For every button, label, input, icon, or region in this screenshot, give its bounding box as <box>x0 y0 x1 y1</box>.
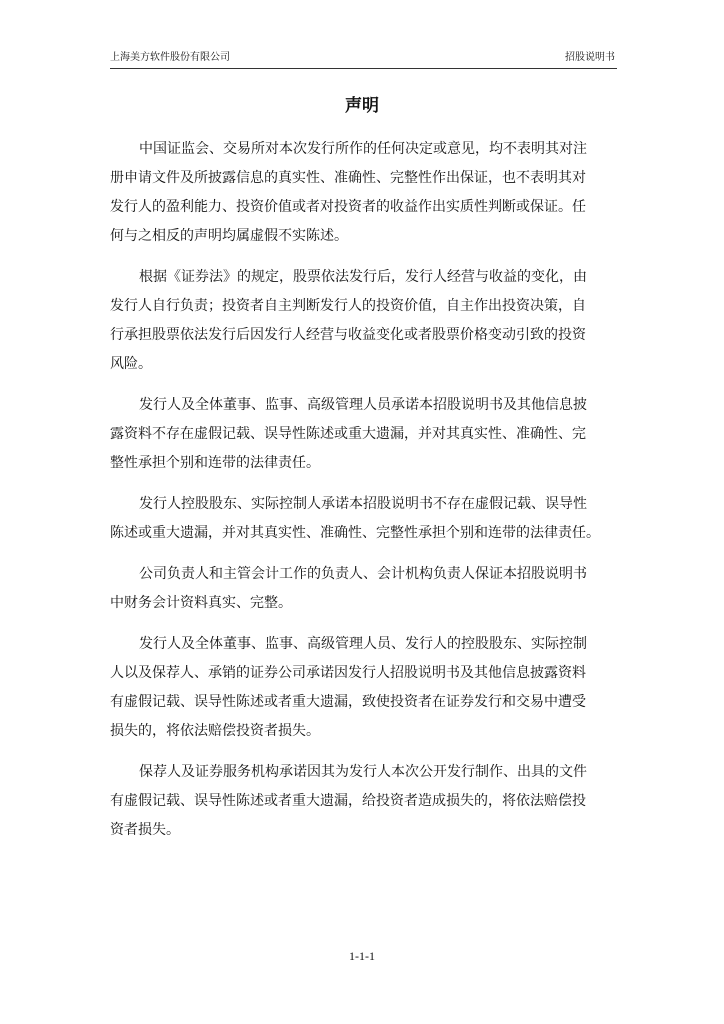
text-line: 中国证监会、交易所对本次发行所作的任何决定或意见，均不表明其对注 <box>139 141 587 157</box>
text-line: 整性承担个别和连带的法律责任。 <box>110 455 320 471</box>
text-line: 中财务会计资料真实、完整。 <box>110 595 292 611</box>
text-line: 公司负责人和主管会计工作的负责人、会计机构负责人保证本招股说明书 <box>139 566 587 582</box>
paragraph-2 <box>110 263 625 379</box>
text-line: 发行人自行负责；投资者自主判断发行人的投资价值，自主作出投资决策，自 <box>110 298 586 314</box>
paragraph-4 <box>110 490 625 548</box>
text-line: 发行人的盈利能力、投资价值或者对投资者的收益作出实质性判断或保证。任 <box>110 199 586 215</box>
text-line: 发行人控股股东、实际控制人承诺本招股说明书不存在虚假记载、误导性 <box>139 496 587 512</box>
text-line: 资者损失。 <box>110 822 180 838</box>
page-title: 声明 <box>345 96 379 116</box>
text-line: 行承担股票依法发行后因发行人经营与收益变化或者股票价格变动引致的投资 <box>110 327 586 343</box>
text-line: 根据《证券法》的规定，股票依法发行后，发行人经营与收益的变化，由 <box>139 269 587 285</box>
page-header <box>110 52 617 69</box>
text-line: 陈述或重大遗漏，并对其真实性、准确性、完整性承担个别和连带的法律责任。 <box>110 525 600 541</box>
text-line: 露资料不存在虚假记载、误导性陈述或重大遗漏，并对其真实性、准确性、完 <box>110 426 586 442</box>
text-line: 风险。 <box>110 356 152 372</box>
paragraph-1 <box>110 135 625 251</box>
paragraph-6 <box>110 630 625 746</box>
text-line: 损失的，将依法赔偿投资者损失。 <box>110 723 320 739</box>
header-document-type: 招股说明书 <box>565 52 615 63</box>
text-line: 册申请文件及所披露信息的真实性、准确性、完整性作出保证，也不表明其对 <box>110 170 586 186</box>
text-line: 发行人及全体董事、监事、高级管理人员承诺本招股说明书及其他信息披 <box>139 397 587 413</box>
paragraph-3 <box>110 391 625 478</box>
text-line: 发行人及全体董事、监事、高级管理人员、发行人的控股股东、实际控制 <box>139 636 587 652</box>
declaration-body <box>110 135 625 857</box>
paragraph-5 <box>110 560 625 618</box>
text-line: 何与之相反的声明均属虚假不实陈述。 <box>110 228 348 244</box>
text-line: 保荐人及证券服务机构承诺因其为发行人本次公开发行制作、出具的文件 <box>139 764 587 780</box>
page-number: 1-1-1 <box>349 949 375 963</box>
paragraph-7 <box>110 758 625 845</box>
text-line: 有虚假记载、误导性陈述或者重大遗漏，致使投资者在证券发行和交易中遭受 <box>110 694 586 710</box>
text-line: 人以及保荐人、承销的证券公司承诺因发行人招股说明书及其他信息披露资料 <box>110 665 586 681</box>
text-line: 有虚假记载、误导性陈述或者重大遗漏，给投资者造成损失的，将依法赔偿投 <box>110 793 586 809</box>
header-company-name: 上海美方软件股份有限公司 <box>110 52 230 63</box>
